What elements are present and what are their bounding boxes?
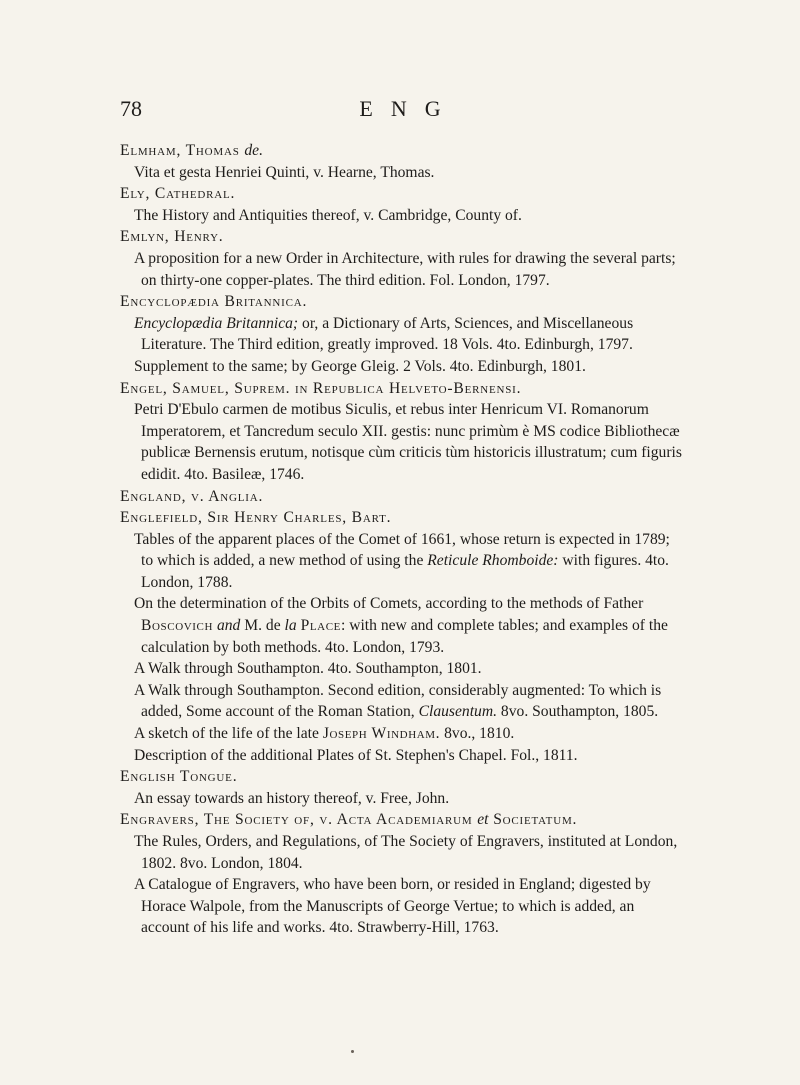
author-heading-england: England, v. Anglia. [120, 487, 264, 505]
author-heading-engravers: Engravers, The Society of, v. Acta Academiarum et Societatum. [120, 811, 578, 829]
entry-englefield-comet-tables: Tables of the apparent places of the Comet of 1661, whose return is expected in 1789; to which is added, a new method of using the Reticule Rhomboide: with figures. 4to. London, 1788. [134, 530, 670, 591]
running-head: ENG [359, 96, 459, 121]
entry-englefield-walk: A Walk through Southampton. 4to. Southampton, 1801. [134, 660, 482, 678]
paper-speck [351, 1050, 354, 1053]
author-heading-emlyn: Emlyn, Henry. [120, 228, 224, 246]
entry-english-tongue-essay: An essay towards an history thereof, v. Free, John. [134, 789, 450, 807]
author-heading-encyclopaedia: Encyclopædia Britannica. [120, 293, 308, 311]
entry-emlyn-proposition: A proposition for a new Order in Architecture, with rules for drawing the several parts; on thirty-one copper-plates. The third edition. Fol. London, 1797. [134, 249, 676, 289]
entry-engel-carmen: Petri D'Ebulo carmen de motibus Siculis, et rebus inter Henricum VI. Romanorum Imperatorem, et Tancredum seculo XII. gestis: nunc primùm è MS codice Bibliothecæ publicæ Bernensis erutum, notisque cùm criticis tùm historicis illustratum; cum figuris edidit. 4to. Basileæ, 1746. [134, 401, 682, 483]
entry-engravers-rules: The Rules, Orders, and Regulations, of The Society of Engravers, instituted at London, 1802. 8vo. London, 1804. [134, 833, 678, 872]
page-number: 78 [120, 96, 142, 121]
author-heading-englefield: Englefield, Sir Henry Charles, Bart. [120, 509, 392, 527]
entry-englefield-orbits: On the determination of the Orbits of Comets, according to the methods of Father Boscovich and M. de la Place: with new and complete tables; and examples of the calculation by both methods. 4to. London, 1793. [134, 595, 668, 656]
catalogue-entries [120, 140, 682, 939]
entry-ely-history: The History and Antiquities thereof, v. Cambridge, County of. [134, 206, 522, 224]
entry-englefield-windham-sketch: A sketch of the life of the late Joseph Windham. 8vo., 1810. [134, 725, 515, 743]
entry-encyclopaedia-supplement: Supplement to the same; by George Gleig. 2 Vols. 4to. Edinburgh, 1801. [134, 357, 586, 375]
entry-encyclopaedia-third-edition: Encyclopædia Britannica; or, a Dictionary of Arts, Sciences, and Miscellaneous Literature. The Third edition, greatly improved. 18 Vols. 4to. Edinburgh, 1797. [134, 314, 634, 354]
entry-englefield-walk-second-edition: A Walk through Southampton. Second edition, considerably augmented: To which is added, Some account of the Roman Station, Clausentum. 8vo. Southampton, 1805. [134, 681, 662, 721]
author-heading-ely: Ely, Cathedral. [120, 185, 236, 203]
entry-engravers-catalogue: A Catalogue of Engravers, who have been born, or resided in England; digested by Horace Walpole, from the Manuscripts of George Vertue; to which is added, an account of his life and works. 4to. Strawberry-Hill, 1763. [134, 876, 651, 937]
page-header [120, 96, 680, 122]
author-heading-engel: Engel, Samuel, Suprem. in Republica Helveto-Bernensi. [120, 379, 522, 397]
entry-elmham-vita: Vita et gesta Henriei Quinti, v. Hearne, Thomas. [134, 163, 435, 181]
author-heading-elmham: Elmham, Thomas de. [120, 142, 263, 159]
author-heading-english-tongue: English Tongue. [120, 768, 238, 786]
entry-englefield-st-stephens: Description of the additional Plates of St. Stephen's Chapel. Fol., 1811. [134, 746, 578, 764]
